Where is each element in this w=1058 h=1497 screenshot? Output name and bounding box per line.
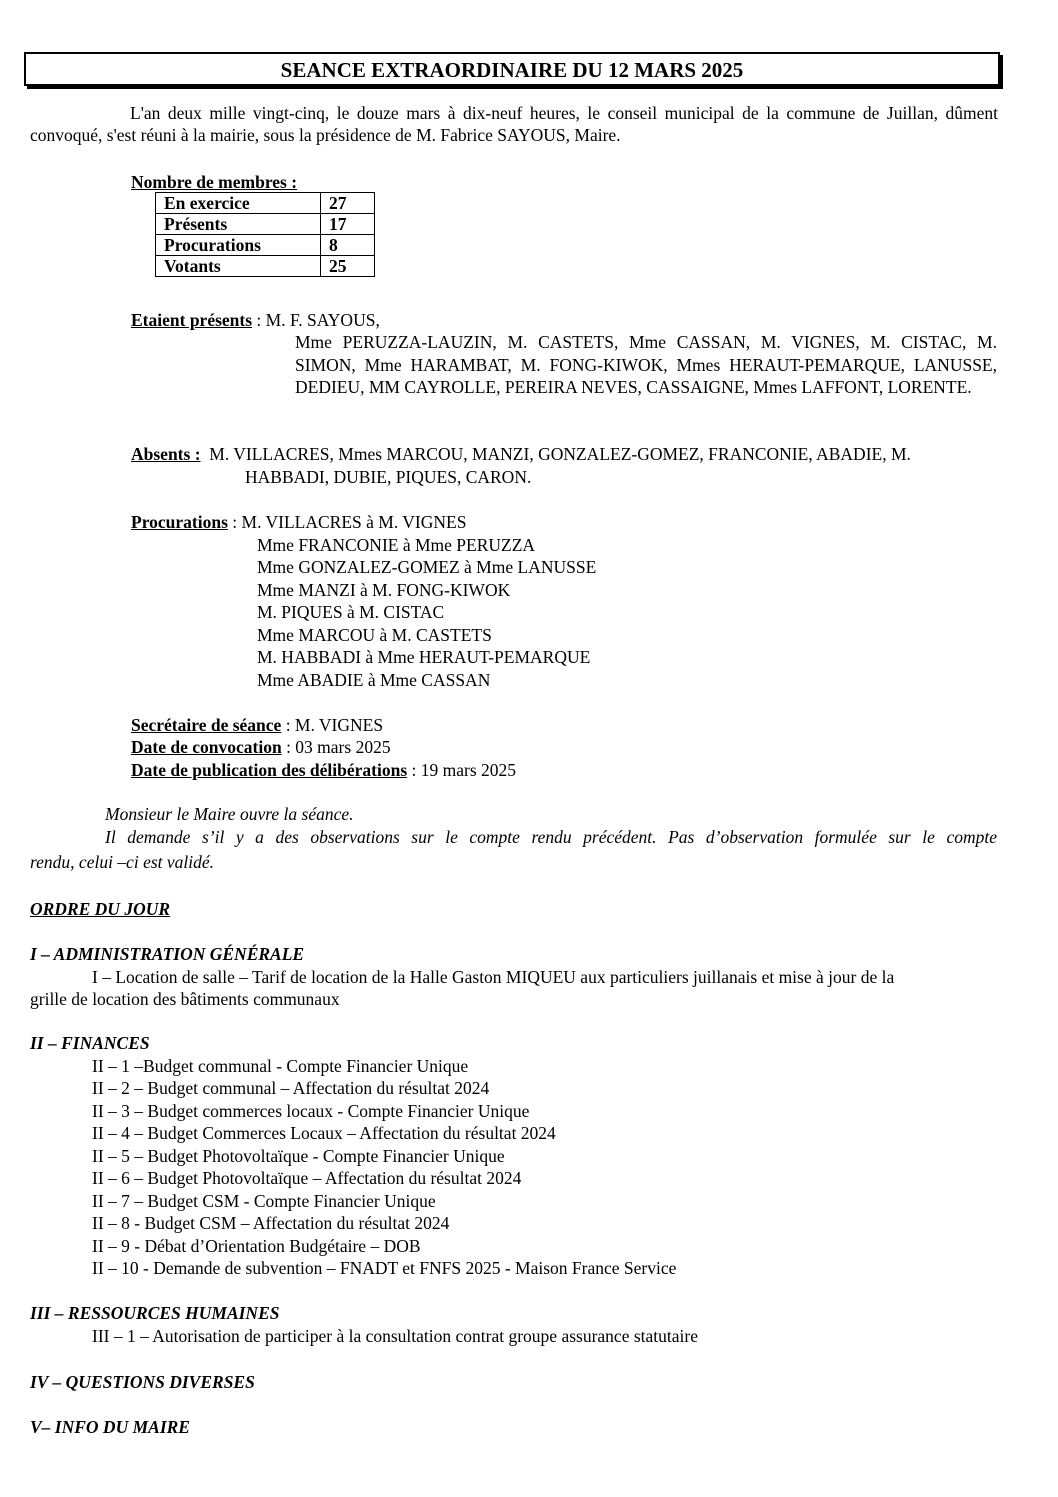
procuration-item: Mme GONZALEZ-GOMEZ à Mme LANUSSE xyxy=(257,557,597,577)
intro-paragraph xyxy=(30,102,998,146)
members-label: Procurations xyxy=(156,235,321,256)
section-title-3: III – RESSOURCES HUMAINES xyxy=(30,1303,280,1323)
secretaire-label: Secrétaire de séance xyxy=(131,715,282,735)
absents-line-1 xyxy=(131,443,911,465)
members-label: Votants xyxy=(156,256,321,277)
intro-text: L'an deux mille vingt-cinq, le douze mars à dix-neuf heures, le conseil municipal de la commune de Juillan, dûment convoqué, s'est réuni à la mairie, sous la présidence de M. Fabrice SAYOUS, Maire. xyxy=(30,103,998,145)
members-heading: Nombre de membres : xyxy=(131,172,298,192)
convocation-line xyxy=(131,736,391,758)
section-title-1: I – ADMINISTRATION GÉNÉRALE xyxy=(30,944,305,964)
procuration-item: Mme ABADIE à Mme CASSAN xyxy=(257,670,491,690)
presents-first-line xyxy=(131,309,380,331)
convocation-value: : 03 mars 2025 xyxy=(281,737,391,757)
procuration-item: Mme MARCOU à M. CASTETS xyxy=(257,625,492,645)
table-row xyxy=(156,235,375,256)
table-row xyxy=(156,193,375,214)
list-item: II – 6 – Budget Photovoltaïque – Affectation du résultat 2024 xyxy=(92,1168,522,1188)
presents-list: Mme PERUZZA-LAUZIN, M. CASTETS, Mme CASSAN, M. VIGNES, M. CISTAC, M. SIMON, Mme HARAMBAT, M. FONG-KIWOK, Mmes HERAUT-PEMARQUE, LANUSSE, DEDIEU, MM CAYROLLE, PEREIRA NEVES, CASSAIGNE, Mmes LAFFONT, LORENTE. xyxy=(295,332,997,397)
section-title-4: IV – QUESTIONS DIVERSES xyxy=(30,1372,255,1392)
members-value: 8 xyxy=(321,235,375,256)
list-item: II – 7 – Budget CSM - Compte Financier Unique xyxy=(92,1191,436,1211)
publication-value: : 19 mars 2025 xyxy=(407,760,517,780)
list-item: III – 1 – Autorisation de participer à la consultation contrat groupe assurance statutaire xyxy=(92,1326,698,1346)
secretaire-line xyxy=(131,714,383,736)
members-value: 27 xyxy=(321,193,375,214)
list-item: II – 8 - Budget CSM – Affectation du résultat 2024 xyxy=(92,1213,450,1233)
list-item: II – 9 - Débat d’Orientation Budgétaire – DOB xyxy=(92,1236,421,1256)
agenda-heading: ORDRE DU JOUR xyxy=(30,899,171,919)
table-row xyxy=(156,256,375,277)
list-item: II – 10 - Demande de subvention – FNADT et FNFS 2025 - Maison France Service xyxy=(92,1258,677,1278)
opening-line-1: Monsieur le Maire ouvre la séance. xyxy=(105,804,354,824)
list-item: II – 4 – Budget Commerces Locaux – Affectation du résultat 2024 xyxy=(92,1123,556,1143)
list-item: II – 3 – Budget commerces locaux - Compte Financier Unique xyxy=(92,1101,530,1121)
section-1-line-2: grille de location des bâtiments communaux xyxy=(30,989,340,1009)
absents-label: Absents : xyxy=(131,444,201,464)
secretaire-value: : M. VIGNES xyxy=(281,715,384,735)
members-label: En exercice xyxy=(156,193,321,214)
procuration-item: M. PIQUES à M. CISTAC xyxy=(257,602,445,622)
members-value: 25 xyxy=(321,256,375,277)
table-row xyxy=(156,214,375,235)
session-title: SEANCE EXTRAORDINAIRE DU 12 MARS 2025 xyxy=(24,52,1000,86)
procurations-line-1 xyxy=(131,511,466,533)
section-title-2: II – FINANCES xyxy=(30,1033,150,1053)
members-table xyxy=(155,192,375,277)
absents-text-1: M. VILLACRES, Mmes MARCOU, MANZI, GONZALEZ-GOMEZ, FRANCONIE, ABADIE, M. xyxy=(209,444,911,464)
procuration-item: : M. VILLACRES à M. VIGNES xyxy=(227,512,467,532)
convocation-label: Date de convocation xyxy=(131,737,282,757)
absents-line-2: HABBADI, DUBIE, PIQUES, CARON. xyxy=(245,467,532,487)
section-title-5: V– INFO DU MAIRE xyxy=(30,1417,190,1437)
publication-line xyxy=(131,759,516,781)
presents-first: : M. F. SAYOUS, xyxy=(252,310,380,330)
procuration-item: Mme FRANCONIE à Mme PERUZZA xyxy=(257,535,536,555)
list-item: II – 1 –Budget communal - Compte Financier Unique xyxy=(92,1056,469,1076)
members-value: 17 xyxy=(321,214,375,235)
members-label: Présents xyxy=(156,214,321,235)
list-item: II – 2 – Budget communal – Affectation du résultat 2024 xyxy=(92,1078,490,1098)
procurations-label: Procurations xyxy=(131,512,228,532)
publication-label: Date de publication des délibérations xyxy=(131,760,408,780)
procuration-item: M. HABBADI à Mme HERAUT-PEMARQUE xyxy=(257,647,591,667)
opening-line-3: rendu, celui –ci est validé. xyxy=(30,852,215,872)
list-item: II – 5 – Budget Photovoltaïque - Compte Financier Unique xyxy=(92,1146,505,1166)
section-1-line-1: I – Location de salle – Tarif de location de la Halle Gaston MIQUEU aux particuliers juillanais et mise à jour de la xyxy=(92,967,895,987)
presents-label: Etaient présents xyxy=(131,310,253,330)
opening-line-2: Il demande s’il y a des observations sur le compte rendu précédent. Pas d’observation formulée sur le compte xyxy=(105,827,997,847)
procuration-item: Mme MANZI à M. FONG-KIWOK xyxy=(257,580,511,600)
